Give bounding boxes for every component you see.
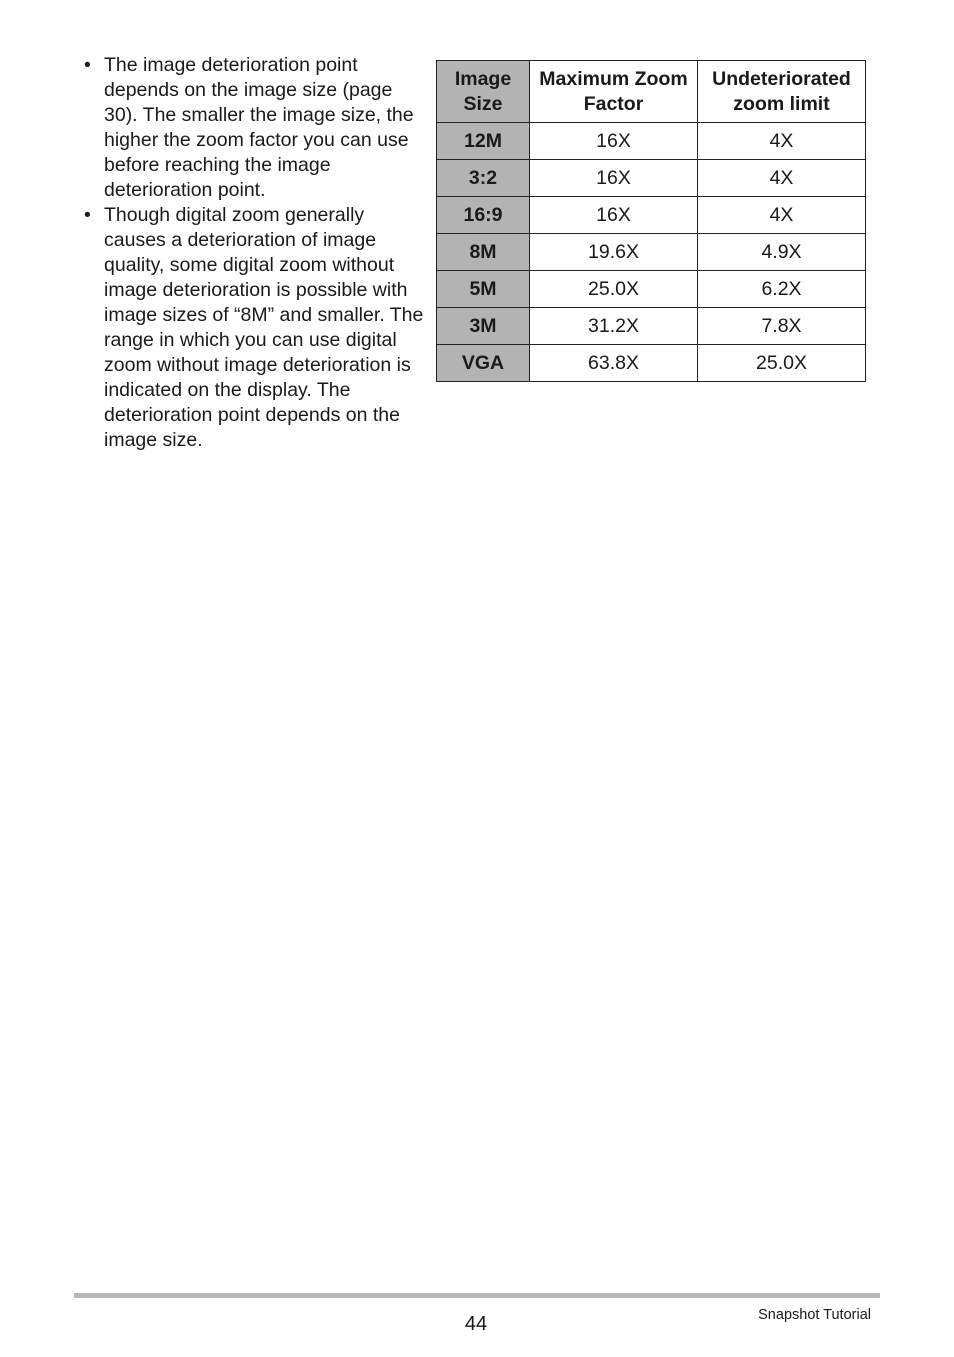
table-row bbox=[437, 197, 866, 234]
cell-undeteriorated-limit: 4.9X bbox=[698, 234, 866, 271]
bullet-mark: • bbox=[84, 204, 91, 226]
table-row bbox=[437, 271, 866, 308]
table-row bbox=[437, 123, 866, 160]
bullet-list bbox=[84, 53, 424, 453]
cell-image-size: 3M bbox=[437, 308, 530, 345]
cell-max-zoom: 25.0X bbox=[530, 271, 698, 308]
bullet-text: Though digital zoom generally causes a deterioration of image quality, some digital zoom without image deterioration is possible with image sizes of “8M” and smaller. The range in which you can use digital zoom without image deterioration is indicated on the display. The deterioration point depends on the image size. bbox=[104, 204, 424, 451]
table-row bbox=[437, 345, 866, 382]
cell-image-size: 5M bbox=[437, 271, 530, 308]
cell-max-zoom: 31.2X bbox=[530, 308, 698, 345]
table-row bbox=[437, 308, 866, 345]
cell-undeteriorated-limit: 25.0X bbox=[698, 345, 866, 382]
cell-max-zoom: 16X bbox=[530, 123, 698, 160]
cell-undeteriorated-limit: 6.2X bbox=[698, 271, 866, 308]
cell-image-size: 12M bbox=[437, 123, 530, 160]
zoom-factor-table bbox=[436, 60, 866, 382]
section-name: Snapshot Tutorial bbox=[758, 1307, 871, 1323]
table-row bbox=[437, 234, 866, 271]
cell-image-size: 8M bbox=[437, 234, 530, 271]
cell-image-size: 3:2 bbox=[437, 160, 530, 197]
table-header-row bbox=[437, 61, 866, 123]
table-row bbox=[437, 160, 866, 197]
page-number: 44 bbox=[464, 1313, 488, 1335]
cell-image-size: 16:9 bbox=[437, 197, 530, 234]
bullet-mark: • bbox=[84, 54, 91, 76]
cell-undeteriorated-limit: 4X bbox=[698, 197, 866, 234]
footer-divider bbox=[74, 1293, 880, 1298]
header-undeteriorated-limit: Undeteriorated zoom limit bbox=[698, 61, 866, 123]
cell-undeteriorated-limit: 4X bbox=[698, 123, 866, 160]
bullet-item-digital-zoom bbox=[84, 203, 424, 453]
cell-max-zoom: 16X bbox=[530, 197, 698, 234]
bullet-item-deterioration-point bbox=[84, 53, 424, 203]
cell-max-zoom: 63.8X bbox=[530, 345, 698, 382]
header-max-zoom: Maximum Zoom Factor bbox=[530, 61, 698, 123]
cell-max-zoom: 19.6X bbox=[530, 234, 698, 271]
cell-image-size: VGA bbox=[437, 345, 530, 382]
bullet-text: The image deterioration point depends on the image size (page 30). The smaller the image size, the higher the zoom factor you can use before reaching the image deterioration point. bbox=[104, 54, 414, 201]
cell-undeteriorated-limit: 7.8X bbox=[698, 308, 866, 345]
cell-undeteriorated-limit: 4X bbox=[698, 160, 866, 197]
cell-max-zoom: 16X bbox=[530, 160, 698, 197]
header-image-size: Image Size bbox=[437, 61, 530, 123]
